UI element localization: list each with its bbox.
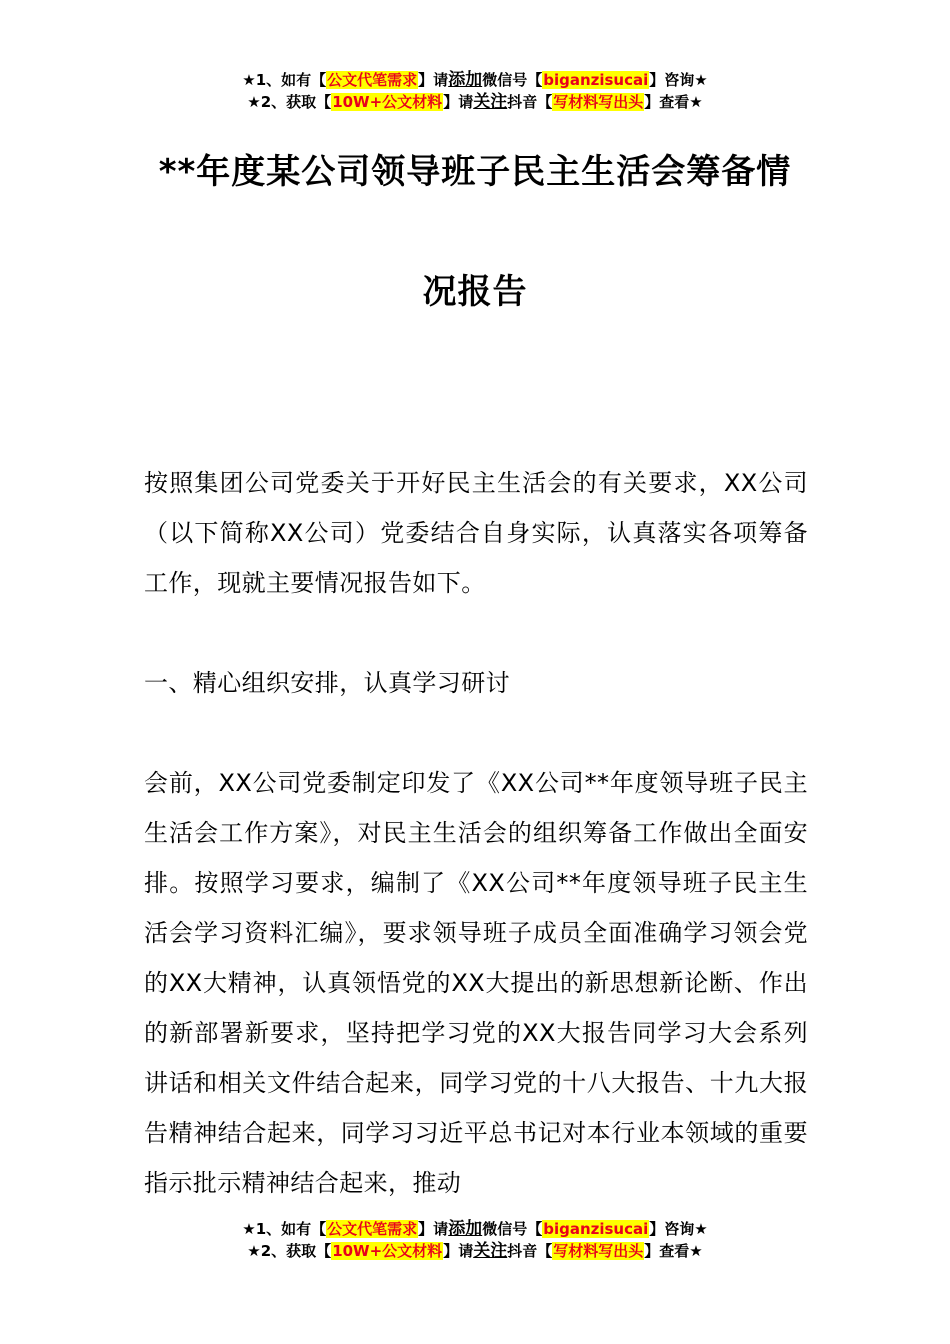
banner-text: 】咨询★ bbox=[649, 71, 708, 89]
section-heading-1 bbox=[144, 658, 808, 708]
highlight-materials: 10W+公文材料 bbox=[332, 1242, 443, 1260]
banner-line-1 bbox=[0, 69, 950, 91]
highlight-douyin: 写材料写出头 bbox=[553, 1242, 644, 1260]
banner-text: 】请 bbox=[443, 1242, 474, 1260]
banner-text: 抖音【 bbox=[507, 93, 553, 111]
paragraph-text: 按照集团公司党委关于开好民主生活会的有关要求，XX公司（以下简称XX公司）党委结合自身实际，认真落实各项筹备工作，现就主要情况报告如下。 bbox=[144, 469, 808, 597]
banner-text: 】咨询★ bbox=[649, 1220, 708, 1238]
paragraph-text: 会前，XX公司党委制定印发了《XX公司**年度领导班子民主生活会工作方案》，对民主生活会的组织筹备工作做出全面安排。按照学习要求，编制了《XX公司**年度领导班子民主生活会学习资料汇编》，要求领导班子成员全面准确学习领会党的XX大精神，认真领悟党的XX大提出的新思想新论断、作出的新部署新要求，坚持把学习党的XX大报告同学习大会系列讲话和相关文件结合起来，同学习党的十八大报告、十九大报告精神结合起来，同学习习近平总书记对本行业本领域的重要指示批示精神结合起来，推动 bbox=[144, 769, 808, 1197]
document-title-line-1: **年度某公司领导班子民主生活会筹备情 bbox=[158, 152, 792, 192]
banner-text: ★2、获取【 bbox=[247, 93, 332, 111]
banner-text: 抖音【 bbox=[507, 1242, 553, 1260]
paragraph-intro bbox=[144, 458, 808, 608]
banner-underlined: 添加 bbox=[448, 1219, 483, 1239]
footer-banner bbox=[0, 1218, 950, 1262]
heading-text: 一、精心组织安排，认真学习研讨 bbox=[144, 669, 510, 697]
highlight-douyin: 写材料写出头 bbox=[553, 93, 644, 111]
highlight-service: 公文代笔需求 bbox=[327, 1220, 418, 1238]
banner-underlined: 关注 bbox=[473, 1241, 508, 1261]
banner-text: 微信号【 bbox=[482, 71, 543, 89]
banner-line-2 bbox=[0, 91, 950, 113]
highlight-wechat-id: biganzisucai bbox=[543, 1220, 649, 1238]
banner-underlined: 关注 bbox=[473, 92, 508, 112]
banner-text: 】查看★ bbox=[644, 93, 703, 111]
highlight-service: 公文代笔需求 bbox=[327, 71, 418, 89]
banner-text: 】查看★ bbox=[644, 1242, 703, 1260]
highlight-materials: 10W+公文材料 bbox=[332, 93, 443, 111]
header-banner bbox=[0, 69, 950, 113]
banner-underlined: 添加 bbox=[448, 70, 483, 90]
banner-line-2 bbox=[0, 1240, 950, 1262]
document-title-line-2: 况报告 bbox=[422, 272, 528, 312]
banner-text: 】请 bbox=[418, 1220, 449, 1238]
banner-text: 】请 bbox=[418, 71, 449, 89]
banner-text: ★1、如有【 bbox=[242, 1220, 327, 1238]
banner-line-1 bbox=[0, 1218, 950, 1240]
banner-text: 】请 bbox=[443, 93, 474, 111]
banner-text: ★2、获取【 bbox=[247, 1242, 332, 1260]
highlight-wechat-id: biganzisucai bbox=[543, 71, 649, 89]
banner-text: ★1、如有【 bbox=[242, 71, 327, 89]
paragraph-section-1 bbox=[144, 758, 808, 1208]
banner-text: 微信号【 bbox=[482, 1220, 543, 1238]
